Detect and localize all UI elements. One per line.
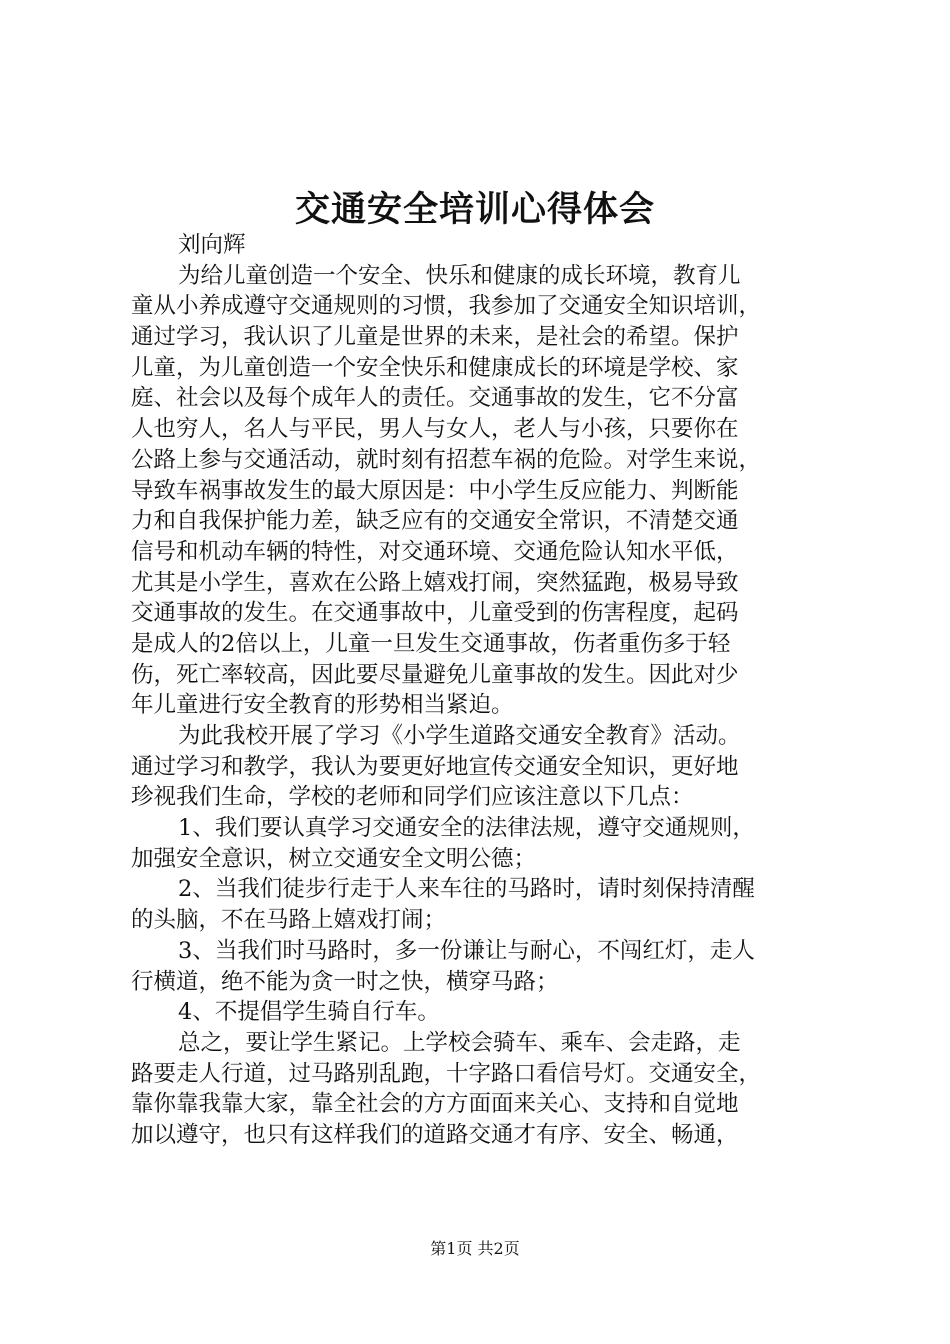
paragraph-1-line-2: 童从小养成遵守交通规则的习惯，我参加了交通安全知识培训， (131, 293, 762, 320)
paragraph-1-line-3: 通过学习，我认识了儿童是世界的未来，是社会的希望。保护 (131, 324, 739, 351)
paragraph-1-line-11: 尤其是小学生，喜欢在公路上嬉戏打闹，突然猛跑，极易导致 (131, 569, 739, 596)
paragraph-1-line-10: 信号和机动车辆的特性，对交通环境、交通危险认知水平低， (131, 538, 739, 565)
paragraph-1-line-7: 公路上参与交通活动，就时刻有招惹车祸的危险。对学生来说， (131, 446, 762, 473)
author-name: 刘向辉 (178, 232, 246, 258)
paragraph-3-line-1: 总之，要让学生紧记。上学校会骑车、乘车、会走路，走 (178, 1029, 741, 1056)
list-item-2-line-1: 2、当我们徒步行走于人来车往的马路时，请时刻保持清醒 (178, 876, 755, 903)
list-item-1-line-1: 1、我们要认真学习交通安全的法律法规，遵守交通规则， (178, 815, 755, 842)
list-item-2-line-2: 的头脑，不在马路上嬉戏打闹； (131, 907, 447, 934)
list-item-1-line-2: 加强安全意识，树立交通安全文明公德； (131, 845, 537, 872)
paragraph-2-line-1: 为此我校开展了学习《小学生道路交通安全教育》活动。 (178, 723, 741, 749)
paragraph-2-line-2: 通过学习和教学，我认为要更好地宣传交通安全知识，更好地 (131, 753, 739, 780)
list-item-3-line-2: 行横道，绝不能为贪一时之快，横穿马路； (131, 968, 559, 995)
list-item-4-line-1: 4、不提倡学生骑自行车。 (178, 999, 440, 1026)
paragraph-3-line-4: 加以遵守，也只有这样我们的道路交通才有序、安全、畅通， (131, 1121, 739, 1148)
paragraph-1-line-1: 为给儿童创造一个安全、快乐和健康的成长环境，教育儿 (178, 262, 741, 289)
paragraph-1-line-15: 年儿童进行安全教育的形势相当紧迫。 (131, 692, 514, 719)
paragraph-2-line-3: 珍视我们生命，学校的老师和同学们应该注意以下几点： (131, 784, 694, 811)
page-number-footer: 第1页 共2页 (430, 1239, 520, 1258)
document-title: 交通安全培训心得体会 (294, 189, 655, 230)
paragraph-1-line-8: 导致车祸事故发生的最大原因是：中小学生反应能力、判断能 (131, 477, 739, 504)
paragraph-1-line-6: 人也穷人，名人与平民，男人与女人，老人与小孩，只要你在 (131, 416, 739, 443)
paragraph-3-line-2: 路要走人行道，过马路别乱跑，十字路口看信号灯。交通安全， (131, 1060, 762, 1087)
document-body (131, 230, 831, 1151)
paragraph-1-line-4: 儿童，为儿童创造一个安全快乐和健康成长的环境是学校、家 (131, 354, 739, 381)
paragraph-3-line-3: 靠你靠我靠大家，靠全社会的方方面面来关心、支持和自觉地 (131, 1091, 739, 1118)
paragraph-1-line-12: 交通事故的发生。在交通事故中，儿童受到的伤害程度，起码 (131, 600, 739, 627)
paragraph-1-line-13: 是成人的2倍以上，儿童一旦发生交通事故，伤者重伤多于轻 (131, 630, 731, 657)
paragraph-1-line-9: 力和自我保护能力差，缺乏应有的交通安全常识，不清楚交通 (131, 508, 739, 535)
paragraph-1-line-14: 伤，死亡率较高，因此要尽量避免儿童事故的发生。因此对少 (131, 661, 739, 688)
list-item-3-line-1: 3、当我们时马路时，多一份谦让与耐心，不闯红灯，走人 (178, 937, 755, 964)
paragraph-1-line-5: 庭、社会以及每个成年人的责任。交通事故的发生，它不分富 (131, 385, 739, 412)
